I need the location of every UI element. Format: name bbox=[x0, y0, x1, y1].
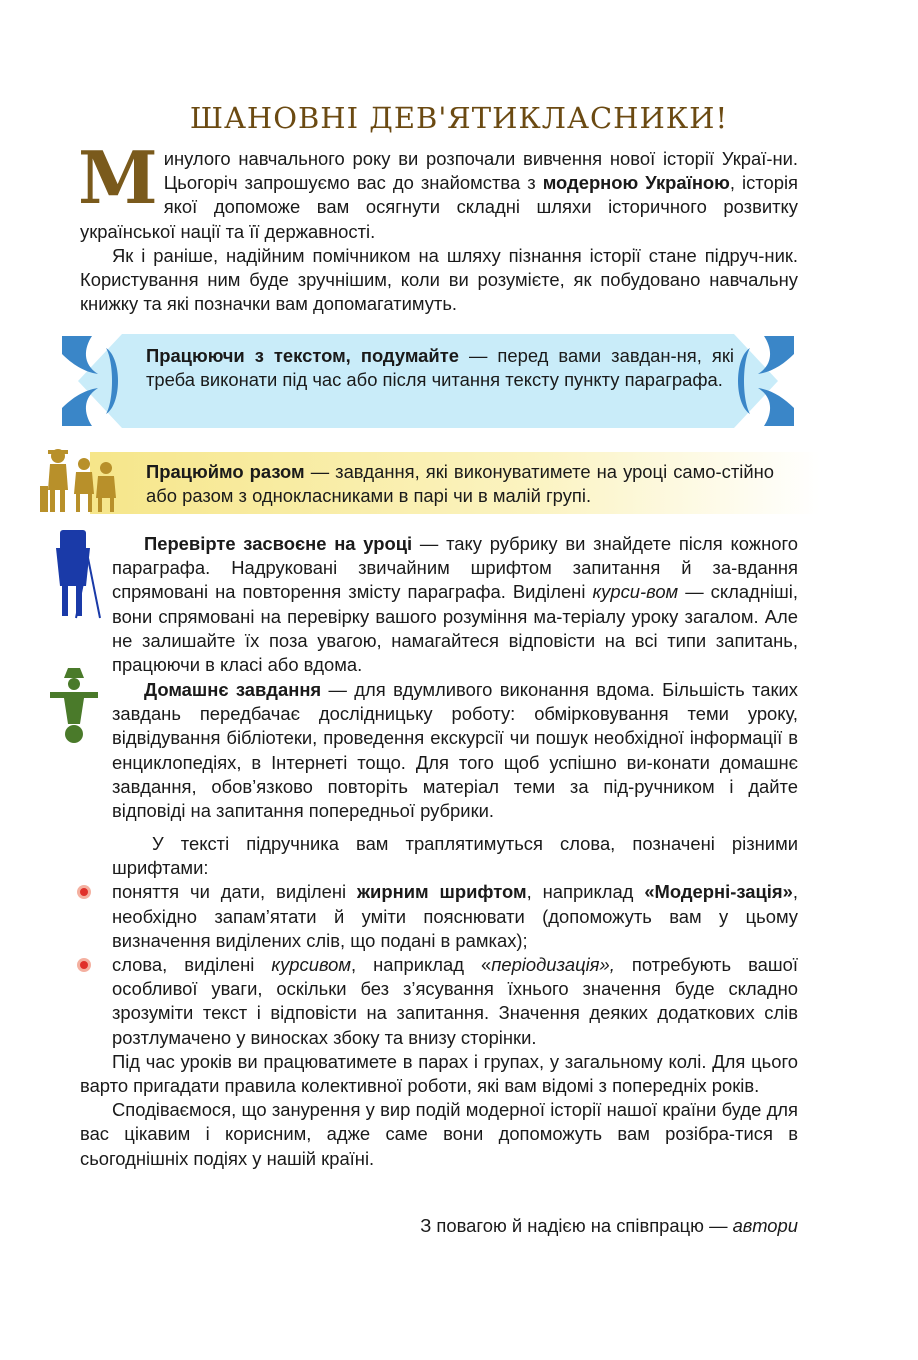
hope-paragraph: Сподіваємося, що занурення у вир подій модерної історії нашої країни буде для вас цікавим і корисним, адже саме вони допоможуть вам розібра-тися в сьогоднішніх подіях у нашій країні. bbox=[80, 1099, 798, 1169]
intro-paragraph-2: Як і раніше, надійним помічником на шляху пізнання історії стане підруч-ник. Користування ним буде зручнішим, коли ви розумієте, як побудовано навчальну книжку та які позначки вам допомагатимуть. bbox=[80, 244, 798, 315]
signature-authors: автори bbox=[732, 1215, 798, 1236]
bullet-1-text bbox=[112, 880, 798, 953]
signature-text: З повагою й надією на співпрацю — bbox=[420, 1215, 733, 1236]
intro-text-b: , історія якої допоможе вам осягнути складні шляхи історичного розвитку української нації та її державності. bbox=[80, 172, 799, 242]
list-item bbox=[80, 880, 798, 953]
yellow-callout-bold: Працюймо разом bbox=[146, 461, 305, 482]
list-item bbox=[80, 953, 798, 1050]
homework-text: — для вдумливого виконання вдома. Більшість таких завдань передбачає дослідницьку роботу: обмірковування теми уроку, відвідування бібліотеки, проведення екскурсії чи пошук необхідної інформації в енциклопедіях, в Інтернеті тощо. Для того щоб успішно ви-конати домашнє завдання, обов’язково повторіть матеріал теми за під-ручником і дайте відповіді на запитання попередньої рубрики. bbox=[112, 679, 798, 822]
homework-section bbox=[112, 678, 798, 823]
pairs-paragraph: Під час уроків ви працюватимете в парах і групах, у загальному колі. Для цього варто пригадати правила колективної роботи, які вам відомі з попередніх років. bbox=[80, 1050, 798, 1097]
students-silhouette-icon bbox=[36, 446, 122, 516]
blue-callout-body: — перед вами завдан-ня, які треба виконати під час або після читання тексту пункту параграфа. bbox=[146, 345, 734, 391]
bullet1-b: , наприклад bbox=[526, 881, 645, 903]
check-bold: Перевірте засвоєне на уроці bbox=[144, 533, 413, 554]
bullet1-bold2: «Модерні-зація» bbox=[644, 881, 793, 903]
bullet1-bold1: жирним шрифтом bbox=[357, 881, 527, 903]
fonts-section bbox=[80, 832, 798, 1171]
check-section bbox=[112, 532, 798, 677]
intro-bold: модерною Україною bbox=[542, 172, 730, 194]
intro-text-a: инулого навчального року ви розпочали вивчення нової історії Украї-ни. Цьогоріч запрошуємо вас до знайомства з bbox=[163, 148, 798, 194]
check-paragraph bbox=[112, 532, 798, 677]
yellow-callout-body: — завдання, які виконуватимете на уроці само-стійно або разом з однокласниками в парі чи в малій групі. bbox=[146, 461, 774, 507]
bullet1-c: , необхідно запам’ятати й уміти пояснювати (допоможуть вам у цьому визначення виділених слів, що подані в рамках); bbox=[112, 881, 798, 951]
bullet-dot-icon bbox=[76, 884, 92, 900]
bullet2-italic2: періодизація», bbox=[491, 954, 615, 976]
page-title: ШАНОВНІ ДЕВ'ЯТИКЛАСНИКИ! bbox=[189, 101, 729, 135]
yellow-callout-text bbox=[146, 460, 774, 508]
check-text-a: — таку рубрику ви знайдете після кожного параграфа. Надруковані звичайним шрифтом запитання й за-вдання спрямовані на повторення змісту параграфа. Виділені bbox=[112, 533, 798, 603]
homework-paragraph bbox=[112, 678, 798, 823]
bullet2-c: потребують вашої особливої уваги, оскільки без з’ясування їхнього значення буде складно зрозуміти текст і відповісти на запитання. Значення деяких додаткових слів розтлумачено у виносках збоку та внизу сторінки. bbox=[112, 954, 798, 1048]
drop-cap: М bbox=[78, 135, 158, 220]
intro-paragraph-1 bbox=[78, 135, 799, 244]
fonts-intro: У тексті підручника вам траплятимуться слова, позначені різними шрифтами: bbox=[112, 833, 798, 879]
blue-callout-text bbox=[146, 344, 734, 392]
homework-bold: Домашнє завдання bbox=[144, 679, 322, 700]
check-text-b: — складніші, вони спрямовані на перевірку вашого розуміння ма-теріалу уроку загалом. Але не залишайте їх поза увагою, намагайтеся відповісти на всі типи запитань, працюючи в класі або вдома. bbox=[112, 581, 798, 676]
intro-text bbox=[78, 135, 799, 316]
bullet2-a: слова, виділені bbox=[112, 954, 272, 976]
bullet1-a: поняття чи дати, виділені bbox=[112, 881, 358, 903]
photographer-icon bbox=[46, 528, 102, 620]
signature bbox=[420, 1215, 798, 1237]
bullet-2-text bbox=[112, 953, 798, 1050]
bullet2-italic1: курсивом bbox=[271, 954, 351, 976]
bullet2-b: , наприклад « bbox=[350, 954, 492, 976]
check-italic: курси-вом bbox=[592, 581, 679, 603]
bullet-dot-icon bbox=[76, 957, 92, 973]
scarecrow-icon bbox=[50, 668, 98, 744]
blue-callout-bold: Працюючи з текстом, подумайте bbox=[146, 345, 459, 366]
